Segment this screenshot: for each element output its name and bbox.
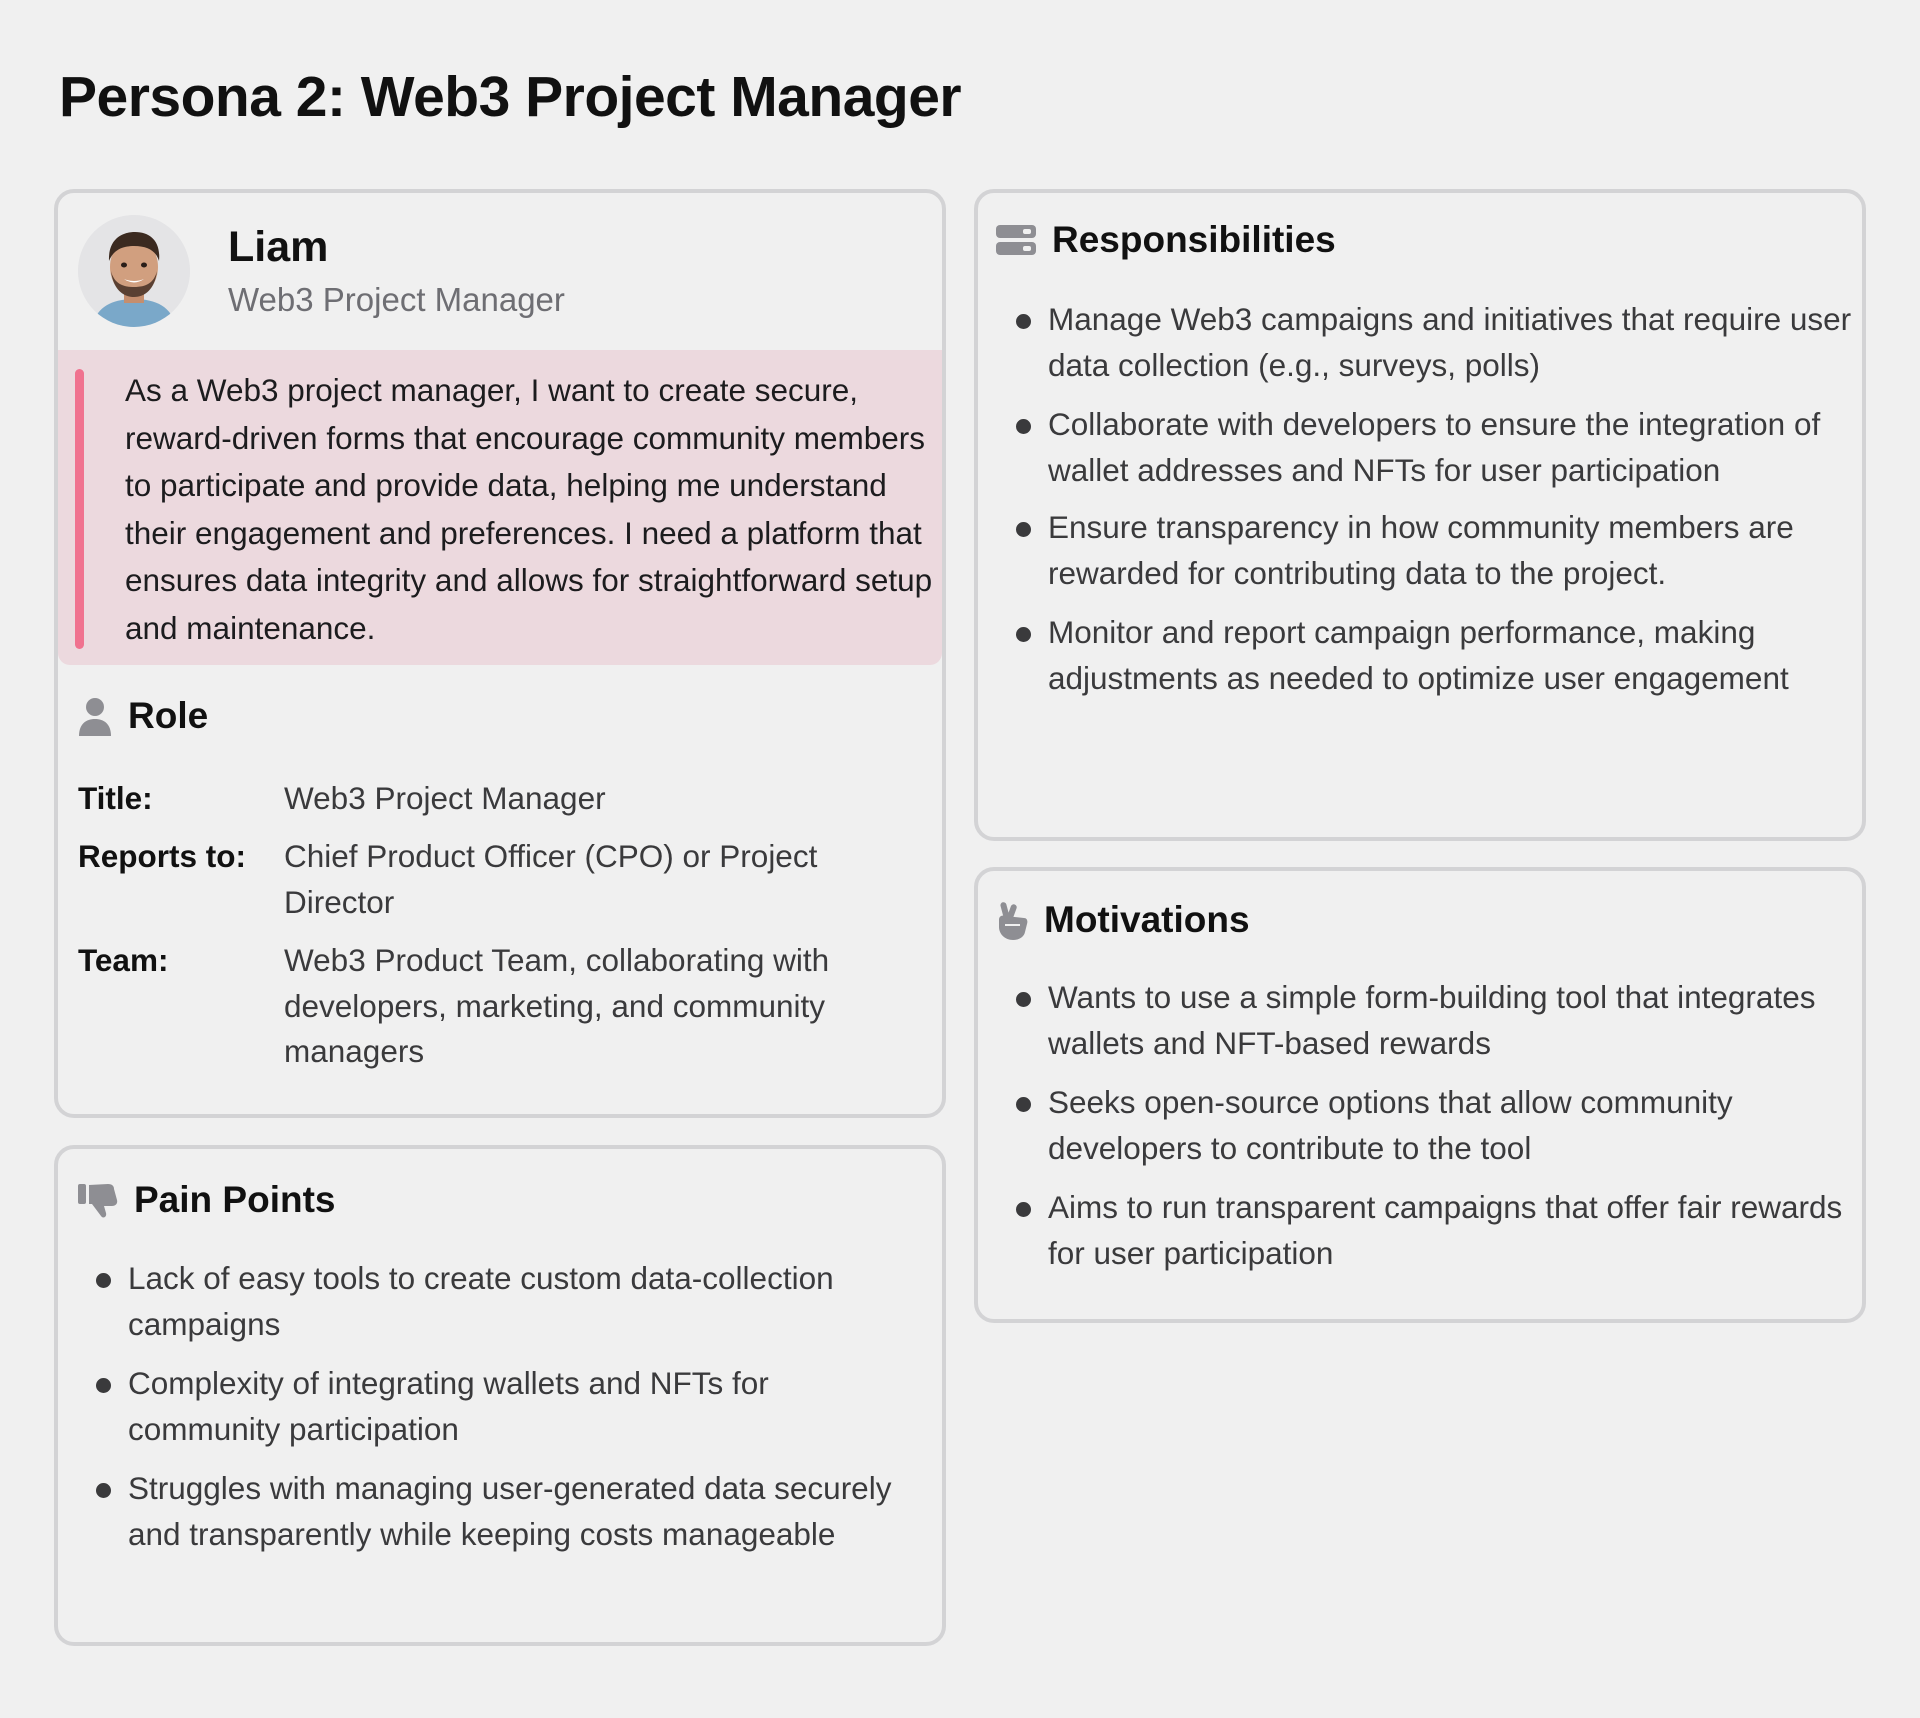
persona-quote (58, 350, 942, 665)
pain-points-card (54, 1145, 946, 1646)
responsibilities-list (1014, 297, 1854, 701)
quote-text: As a Web3 project manager, I want to create secure, reward-driven forms that encourage community members to participate and provide data, helping me understand their engagement and preferences. I need a platform that ensures data integrity and allows for straightforward setup and maintenance. (125, 372, 933, 646)
pain-points-heading-label: Pain Points (134, 1179, 336, 1220)
motivations-card (974, 867, 1866, 1323)
responsibilities-card (974, 189, 1866, 841)
avatar-portrait-icon (78, 215, 190, 327)
persona-profile-card (54, 189, 946, 1118)
role-key: Team: (78, 942, 169, 978)
role-row-title (78, 776, 928, 822)
avatar (78, 215, 190, 327)
person-icon (78, 696, 112, 736)
list-item: Ensure transparency in how community members are rewarded for contributing data to the project. (1014, 505, 1854, 596)
list-item: Struggles with managing user-generated data securely and transparently while keeping costs manageable (94, 1466, 924, 1557)
pain-points-heading (78, 1179, 335, 1221)
role-heading-label: Role (128, 695, 209, 736)
list-item: Manage Web3 campaigns and initiatives that require user data collection (e.g., surveys, polls) (1014, 297, 1854, 388)
motivations-heading-label: Motivations (1044, 899, 1250, 940)
thumbs-down-icon (78, 1182, 118, 1218)
list-item: Complexity of integrating wallets and NFTs for community participation (94, 1361, 924, 1452)
role-key: Title: (78, 780, 153, 816)
motivations-heading (996, 899, 1250, 941)
responsibilities-heading (996, 219, 1336, 261)
pain-points-list (94, 1256, 924, 1557)
page-title: Persona 2: Web3 Project Manager (59, 65, 962, 129)
list-item: Collaborate with developers to ensure the integration of wallet addresses and NFTs for user participation (1014, 402, 1854, 493)
role-row-reports-to (78, 834, 928, 926)
persona-role: Web3 Project Manager (228, 281, 565, 318)
role-row-team (78, 938, 928, 1078)
list-item: Wants to use a simple form-building tool that integrates wallets and NFT-based rewards (1014, 975, 1854, 1066)
server-stack-icon (996, 224, 1036, 256)
motivations-list (1014, 975, 1854, 1276)
list-item: Aims to run transparent campaigns that offer fair rewards for user participation (1014, 1185, 1854, 1276)
role-value: Chief Product Officer (CPO) or Project Director (284, 838, 818, 920)
quote-accent-bar (75, 369, 84, 649)
persona-name: Liam (228, 223, 329, 271)
responsibilities-heading-label: Responsibilities (1052, 219, 1336, 260)
list-item: Seeks open-source options that allow community developers to contribute to the tool (1014, 1080, 1854, 1171)
role-heading (78, 695, 208, 737)
role-value: Web3 Product Team, collaborating with developers, marketing, and community managers (284, 942, 830, 1069)
crossed-fingers-icon (996, 900, 1028, 940)
role-key: Reports to: (78, 838, 246, 874)
list-item: Lack of easy tools to create custom data-collection campaigns (94, 1256, 924, 1347)
role-value: Web3 Project Manager (284, 780, 606, 816)
list-item: Monitor and report campaign performance, making adjustments as needed to optimize user engagement (1014, 610, 1854, 701)
